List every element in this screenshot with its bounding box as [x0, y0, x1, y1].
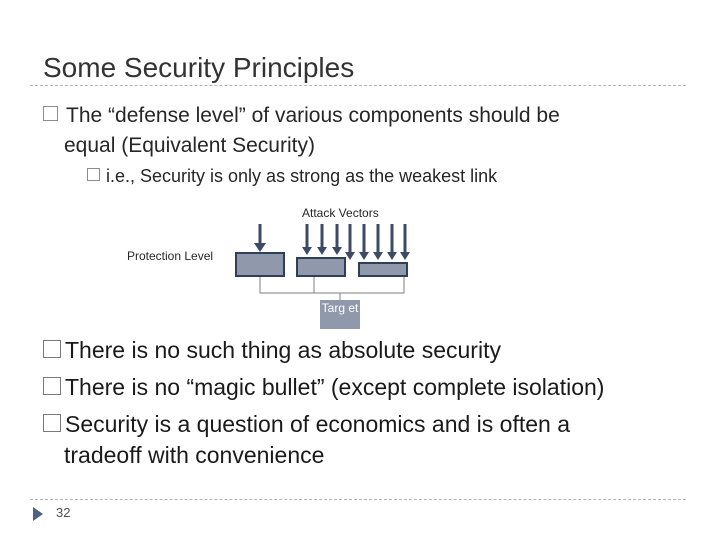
arrow-head-icon	[317, 247, 327, 255]
bullet-box-icon	[43, 377, 61, 395]
bullet-box-icon	[43, 340, 61, 358]
component-block-mid	[297, 258, 345, 276]
bullet-defense-level: The “defense level” of various components should be	[43, 104, 560, 128]
component-block-high	[236, 253, 284, 276]
attack-vectors-label: Attack Vectors	[302, 206, 379, 220]
bullet-absolute-security: There is no such thing as absolute security	[43, 337, 501, 364]
bullet-box-icon	[43, 414, 61, 432]
arrow-head-icon	[254, 243, 266, 252]
bullet-economics: Security is a question of economics and is often a	[43, 411, 570, 438]
arrow-head-icon	[400, 252, 410, 260]
arrow-head-icon	[373, 252, 383, 260]
target-label: Targ et	[320, 300, 360, 329]
bullet-defense-level-continuation: equal (Equivalent Security)	[64, 134, 315, 157]
arrow-head-icon	[387, 252, 397, 260]
component-block-weak	[359, 263, 407, 276]
slide-title: Some Security Principles	[43, 52, 355, 83]
connector-line	[260, 276, 404, 293]
protection-level-label: Protection Level	[127, 249, 214, 263]
arrow-head-icon	[302, 247, 312, 255]
bullet-magic-bullet: There is no “magic bullet” (except complete isolation)	[43, 374, 604, 401]
slide-marker-icon	[33, 507, 43, 521]
bullet-economics-continuation: tradeoff with convenience	[64, 442, 325, 468]
arrow-head-icon	[345, 252, 355, 260]
footer-divider	[30, 499, 686, 500]
arrow-head-icon	[332, 247, 342, 255]
arrow-head-icon	[359, 252, 369, 260]
slide-number: 32	[56, 505, 71, 520]
sub-bullet-weakest-link: i.e., Security is only as strong as the weakest link	[87, 166, 497, 187]
